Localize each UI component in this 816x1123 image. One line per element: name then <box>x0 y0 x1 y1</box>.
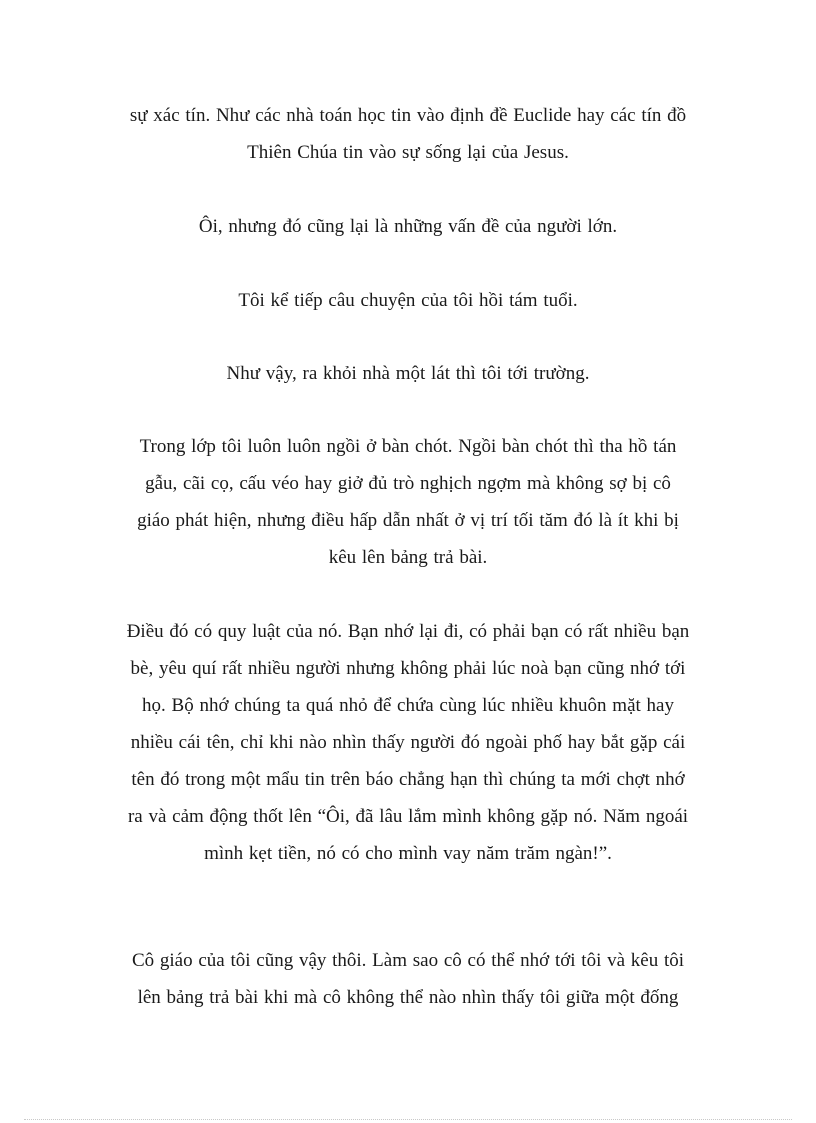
paragraph-line: họ. Bộ nhớ chúng ta quá nhỏ để chứa cùng lúc nhiều khuôn mặt hay <box>142 695 674 716</box>
paragraph-line: gẫu, cãi cọ, cấu véo hay giở đủ trò nghịch ngợm mà không sợ bị cô <box>145 473 671 494</box>
paragraph-line: Tôi kể tiếp câu chuyện của tôi hồi tám tuổi. <box>238 290 578 311</box>
paragraph-line: kêu lên bảng trả bài. <box>328 547 488 568</box>
paragraph-line: Cô giáo của tôi cũng vậy thôi. Làm sao cô có thể nhớ tới tôi và kêu tôi <box>131 950 685 971</box>
paragraph-6 <box>60 613 756 872</box>
paragraph-line: Như vậy, ra khỏi nhà một lát thì tôi tới trường. <box>226 363 590 384</box>
paragraph-5 <box>60 428 756 576</box>
paragraph-line: bè, yêu quí rất nhiều người nhưng không phải lúc noà bạn cũng nhớ tới <box>130 658 686 679</box>
paragraph-1 <box>60 97 756 171</box>
paragraph-line: mình kẹt tiền, nó có cho mình vay năm trăm ngàn!”. <box>204 843 612 864</box>
paragraph-line: Ôi, nhưng đó cũng lại là những vấn đề của người lớn. <box>198 216 618 237</box>
paragraph-line: Trong lớp tôi luôn luôn ngồi ở bàn chót. Ngồi bàn chót thì tha hồ tán <box>139 436 677 457</box>
paragraph-3 <box>60 282 756 319</box>
paragraph-line: tên đó trong một mẩu tin trên báo chẳng hạn thì chúng ta mới chợt nhớ <box>131 769 685 790</box>
paragraph-7 <box>60 942 756 1016</box>
paragraph-line: ra và cảm động thốt lên “Ôi, đã lâu lắm mình không gặp nó. Năm ngoái <box>127 806 689 827</box>
paragraph-4 <box>60 355 756 392</box>
paragraph-line: sự xác tín. Như các nhà toán học tin vào định đề Euclide hay các tín đồ <box>129 105 687 126</box>
paragraph-line: Thiên Chúa tin vào sự sống lại của Jesus. <box>247 142 569 163</box>
paragraph-line: giáo phát hiện, nhưng điều hấp dẫn nhất ở vị trí tối tăm đó là ít khi bị <box>137 510 679 531</box>
paragraph-line: Điều đó có quy luật của nó. Bạn nhớ lại đi, có phải bạn có rất nhiều bạn <box>126 621 690 642</box>
page-bottom-divider <box>24 1119 792 1120</box>
paragraph-2 <box>60 208 756 245</box>
paragraph-line: lên bảng trả bài khi mà cô không thể nào nhìn thấy tôi giữa một đống <box>137 987 679 1008</box>
paragraph-line: nhiều cái tên, chỉ khi nào nhìn thấy người đó ngoài phố hay bắt gặp cái <box>130 732 686 753</box>
